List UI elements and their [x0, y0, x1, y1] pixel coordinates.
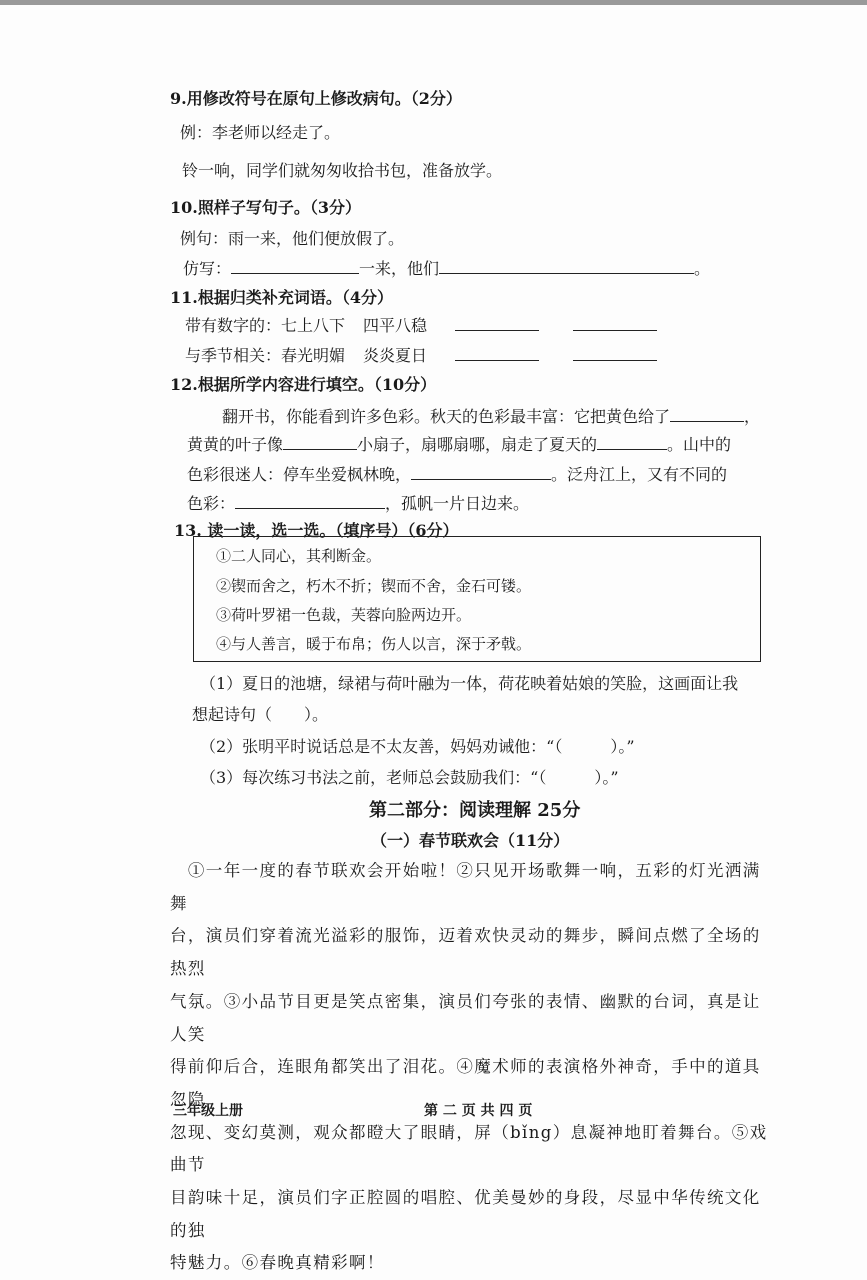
passage-line: 目韵味十足，演员们字正腔圆的唱腔、优美曼妙的身段，尽显中华传统文化的独: [170, 1188, 761, 1240]
fill-text: 黄黄的叶子像: [187, 435, 284, 454]
question-12-title: 12.根据所学内容进行填空。（10分）: [170, 375, 437, 394]
question-10-example: 例句：雨一来，他们便放假了。: [180, 229, 405, 248]
footer-grade: 三年级上册: [173, 1103, 243, 1119]
question-12-line-2: [187, 432, 731, 455]
option-2: ②锲而舍之，朽木不折；锲而不舍，金石可镂。: [216, 577, 532, 595]
fill-text: 色彩：: [187, 494, 236, 513]
question-13-sub-1: （1）夏日的池塘，绿裙与荷叶融为一体，荷花映着姑娘的笑脸，这画面让我: [200, 674, 739, 693]
fill-text: 色彩很迷人：停车坐爱枫林晚，: [187, 465, 412, 484]
options-box: [193, 536, 761, 662]
answer-blank[interactable]: [455, 344, 539, 361]
fill-text: 翻开书，你能看到许多色彩。秋天的色彩最丰富：它把黄色给了: [222, 407, 671, 426]
fill-text: 小扇子，扇哪扇哪，扇走了夏天的: [357, 435, 598, 454]
answer-blank[interactable]: [455, 314, 539, 331]
answer-blank[interactable]: [439, 257, 694, 274]
question-9-title: 9.用修改符号在原句上修改病句。（2分）: [170, 89, 462, 108]
passage-line: 气氛。③小品节目更是笑点密集，演员们夸张的表情、幽默的台词，真是让人笑: [170, 991, 761, 1044]
question-9-sentence: 铃一响，同学们就匆匆收拾书包，准备放学。: [182, 161, 503, 180]
question-13-sub-2: （2）张明平时说话总是不太友善，妈妈劝诫他：“（ ）。”: [200, 737, 635, 756]
question-10-title: 10.照样子写句子。（3分）: [170, 198, 361, 217]
question-11-row-2: [185, 343, 657, 366]
answer-blank[interactable]: [573, 344, 657, 361]
reading-passage: [170, 855, 770, 1280]
question-13-sub-1-cont: 想起诗句（ ）。: [192, 705, 329, 724]
passage-line: 得前仰后合，连眼角都笑出了泪花。④魔术师的表演格外神奇，手中的道具忽隐: [170, 1057, 761, 1109]
answer-blank[interactable]: [231, 257, 359, 274]
question-11-row-1: [185, 313, 657, 336]
question-13-sub-3: （3）每次练习书法之前，老师总会鼓励我们：“（ ）。”: [200, 768, 619, 787]
option-4: ④与人善言，暖于布帛；伤人以言，深于矛戟。: [216, 635, 532, 653]
question-11-title: 11.根据归类补充词语。（4分）: [170, 288, 393, 307]
fill-text: 。山中的: [667, 435, 732, 454]
question-9-example: 例：李老师以经走了。: [180, 123, 341, 142]
question-13-title: 13. 读一读，选一选。（填序号）（6分）: [174, 521, 459, 540]
answer-blank[interactable]: [670, 405, 744, 422]
question-12-line-3: [187, 462, 727, 485]
row-2-word-2: 炎炎夏日: [363, 346, 428, 365]
answer-blank[interactable]: [235, 492, 385, 509]
fill-text: ，: [744, 407, 761, 426]
answer-blank[interactable]: [573, 314, 657, 331]
answer-blank[interactable]: [411, 463, 551, 480]
passage-line: 特魅力。⑥春晚真精彩啊！: [170, 1253, 385, 1273]
footer-page-number: 第 二 页 共 四 页: [424, 1103, 533, 1119]
option-1: ①二人同心，其利断金。: [216, 547, 382, 565]
imitate-mid: 一来，他们: [359, 259, 440, 278]
question-12-line-1: [222, 404, 760, 427]
passage-line: 台，演员们穿着流光溢彩的服饰，迈着欢快灵动的舞步，瞬间点燃了全场的热烈: [170, 926, 761, 979]
passage-line: ①一年一度的春节联欢会开始啦！②只见开场歌舞一响，五彩的灯光洒满舞: [170, 861, 761, 913]
answer-blank[interactable]: [597, 433, 667, 450]
imitate-prefix: 仿写：: [183, 259, 232, 278]
row-1-label: 带有数字的：七上八下: [185, 316, 346, 335]
row-2-label: 与季节相关：春光明媚: [185, 346, 346, 365]
row-1-word-2: 四平八稳: [363, 316, 428, 335]
fill-text: ，孤帆一片日边来。: [385, 494, 530, 513]
question-12-line-4: [187, 491, 529, 514]
question-10-imitate: [183, 256, 710, 279]
part-2-subtitle: （一）春节联欢会（11分）: [371, 831, 570, 850]
imitate-end: 。: [694, 259, 711, 278]
passage-line: 忽现、变幻莫测，观众都瞪大了眼睛，屏（bǐng）息凝神地盯着舞台。⑤戏曲节: [170, 1122, 768, 1175]
answer-blank[interactable]: [283, 433, 357, 450]
option-3: ③荷叶罗裙一色裁，芙蓉向脸两边开。: [216, 606, 472, 624]
part-2-title: 第二部分：阅读理解 25分: [369, 800, 581, 821]
fill-text: 。泛舟江上，又有不同的: [551, 465, 728, 484]
